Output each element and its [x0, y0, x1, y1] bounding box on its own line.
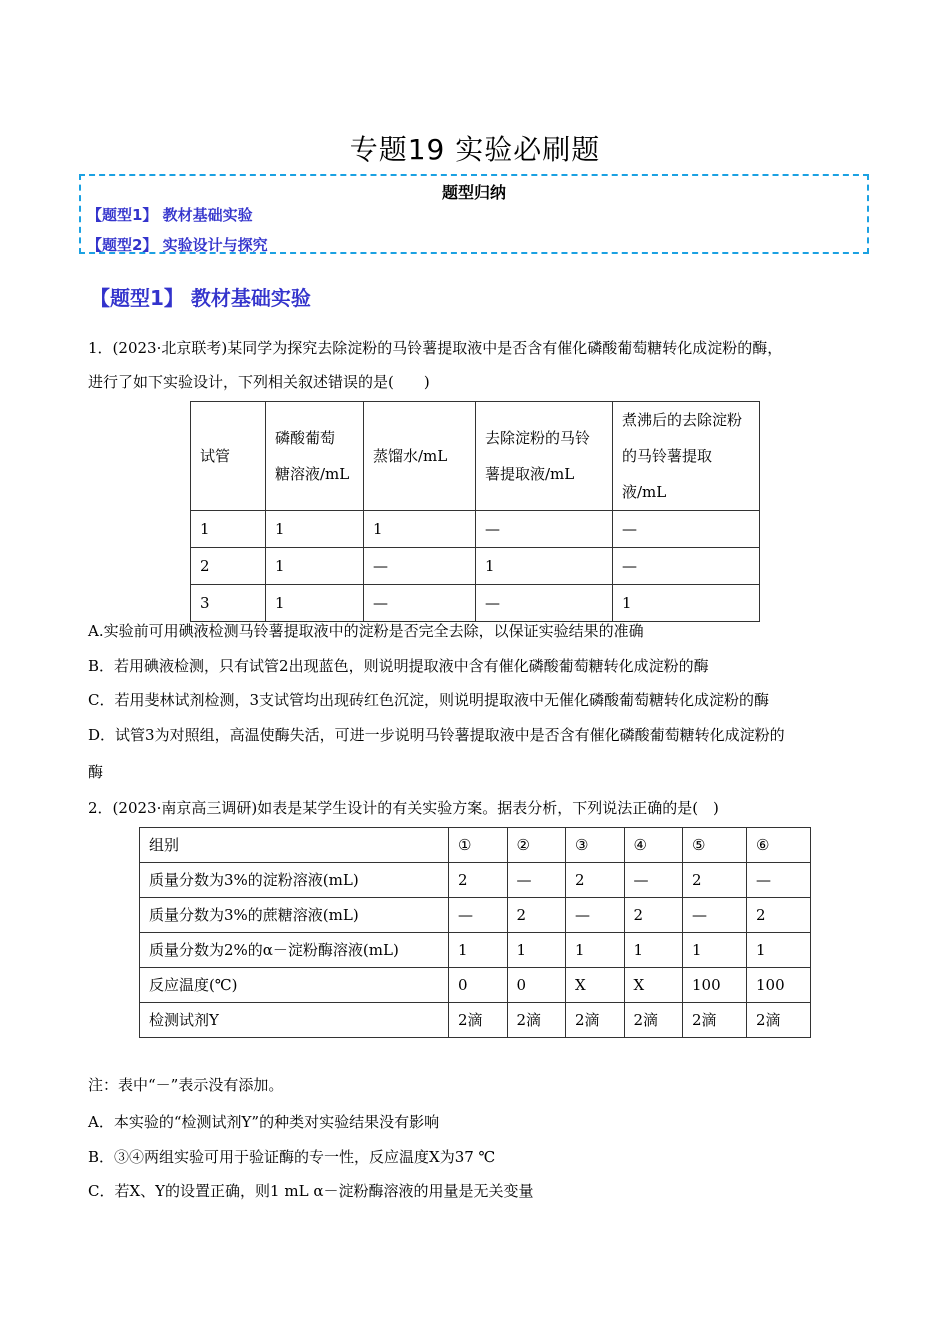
table-cell: 组别 — [140, 828, 449, 863]
q2-option-a: A．本实验的“检测试剂Y”的种类对实验结果没有影响 — [88, 1113, 440, 1131]
table-cell: 2滴 — [507, 1003, 566, 1038]
table-row — [140, 933, 811, 968]
table-cell: 2 — [746, 898, 810, 933]
table-cell: 1 — [476, 548, 613, 585]
table-cell: 3 — [191, 585, 266, 622]
q1-header-cell: 磷酸葡萄 糖溶液/mL — [266, 402, 364, 511]
table-cell: X — [624, 968, 683, 1003]
table-cell: ⑥ — [746, 828, 810, 863]
q1-header-cell: 蒸馏水/mL — [364, 402, 476, 511]
table-cell: 100 — [683, 968, 747, 1003]
section-heading-type1: 【题型1】 教材基础实验 — [90, 286, 311, 310]
summary-heading: 题型归纳 — [441, 183, 506, 202]
table-cell: 检测试剂Y — [140, 1003, 449, 1038]
summary-item-type1[interactable]: 【题型1】 教材基础实验 — [87, 206, 253, 224]
table-cell: ⑤ — [683, 828, 747, 863]
page-title: 专题19 实验必刷题 — [349, 133, 601, 166]
table-cell: ③ — [566, 828, 625, 863]
q1-header-cell: 去除淀粉的马铃 薯提取液/mL — [476, 402, 613, 511]
table-row — [140, 1003, 811, 1038]
table-cell: — — [364, 585, 476, 622]
table-cell: 2滴 — [683, 1003, 747, 1038]
table-cell: X — [566, 968, 625, 1003]
summary-item-type2[interactable]: 【题型2】 实验设计与探究 — [87, 236, 268, 254]
q1-option-b: B．若用碘液检测，只有试管2出现蓝色，则说明提取液中含有催化磷酸葡萄糖转化成淀粉的酶 — [88, 657, 709, 675]
table-cell: 1 — [746, 933, 810, 968]
table-cell: — — [476, 585, 613, 622]
q1-header-cell: 试管 — [191, 402, 266, 511]
table-cell: — — [364, 548, 476, 585]
table-cell: — — [507, 863, 566, 898]
q1-option-d-line2: 酶 — [88, 763, 104, 781]
table-cell: — — [746, 863, 810, 898]
table-row — [191, 548, 760, 585]
table-cell: 1 — [613, 585, 760, 622]
table-cell: 质量分数为2%的α－淀粉酶溶液(mL) — [140, 933, 449, 968]
table-cell: 1 — [266, 585, 364, 622]
table-cell: 1 — [449, 933, 508, 968]
table-cell: 2滴 — [566, 1003, 625, 1038]
table-cell: 1 — [266, 511, 364, 548]
table-cell: — — [624, 863, 683, 898]
table-cell: — — [613, 548, 760, 585]
table-cell: 1 — [683, 933, 747, 968]
table-cell: 1 — [566, 933, 625, 968]
table-cell: 2滴 — [449, 1003, 508, 1038]
table-cell: ② — [507, 828, 566, 863]
q1-stem-line2: 进行了如下实验设计，下列相关叙述错误的是( ) — [88, 373, 430, 391]
table-cell: 2 — [191, 548, 266, 585]
table-cell: 质量分数为3%的蔗糖溶液(mL) — [140, 898, 449, 933]
q1-table-header-row — [191, 402, 760, 511]
table-cell: — — [476, 511, 613, 548]
table-cell: — — [613, 511, 760, 548]
summary-box — [79, 174, 869, 254]
table-cell: 2 — [566, 863, 625, 898]
table-row — [140, 863, 811, 898]
table-cell: 2 — [449, 863, 508, 898]
q1-option-a: A.实验前可用碘液检测马铃薯提取液中的淀粉是否完全去除，以保证实验结果的准确 — [88, 622, 644, 640]
table-row — [140, 898, 811, 933]
table-cell: 1 — [364, 511, 476, 548]
table-cell: 1 — [507, 933, 566, 968]
table-cell: — — [566, 898, 625, 933]
table-cell: 质量分数为3%的淀粉溶液(mL) — [140, 863, 449, 898]
table-cell: 2 — [624, 898, 683, 933]
table-cell: 反应温度(℃) — [140, 968, 449, 1003]
q1-table — [190, 401, 760, 622]
q2-option-c: C．若X、Y的设置正确，则1 mL α－淀粉酶溶液的用量是无关变量 — [88, 1182, 534, 1200]
table-cell: ① — [449, 828, 508, 863]
q2-table-header-row — [140, 828, 811, 863]
q1-stem-line1: 1．(2023·北京联考)某同学为探究去除淀粉的马铃薯提取液中是否含有催化磷酸葡萄糖转化成淀粉的酶， — [88, 339, 783, 357]
q2-note: 注：表中“－”表示没有添加。 — [88, 1076, 284, 1094]
table-row — [191, 585, 760, 622]
q2-table — [139, 827, 811, 1038]
q1-option-c: C．若用斐林试剂检测，3支试管均出现砖红色沉淀，则说明提取液中无催化磷酸葡萄糖转化成淀粉的酶 — [88, 691, 770, 709]
table-cell: 2 — [683, 863, 747, 898]
table-row — [140, 968, 811, 1003]
table-cell: 0 — [449, 968, 508, 1003]
table-cell: — — [449, 898, 508, 933]
table-cell: 2 — [507, 898, 566, 933]
q2-option-b: B．③④两组实验可用于验证酶的专一性，反应温度X为37 ℃ — [88, 1148, 496, 1166]
table-cell: ④ — [624, 828, 683, 863]
table-cell: 1 — [266, 548, 364, 585]
table-cell: 1 — [191, 511, 266, 548]
table-cell: 2滴 — [624, 1003, 683, 1038]
table-cell: 1 — [624, 933, 683, 968]
q1-option-d-line1: D．试管3为对照组，高温使酶失活，可进一步说明马铃薯提取液中是否含有催化磷酸葡萄糖转化成淀粉的 — [88, 726, 785, 744]
table-cell: 100 — [746, 968, 810, 1003]
table-cell: 0 — [507, 968, 566, 1003]
table-row — [191, 511, 760, 548]
table-cell: — — [683, 898, 747, 933]
q2-stem: 2．(2023·南京高三调研)如表是某学生设计的有关实验方案。据表分析，下列说法正确的是( ) — [88, 799, 719, 817]
q1-header-cell: 煮沸后的去除淀粉 的马铃薯提取液/mL — [613, 402, 760, 511]
table-cell: 2滴 — [746, 1003, 810, 1038]
